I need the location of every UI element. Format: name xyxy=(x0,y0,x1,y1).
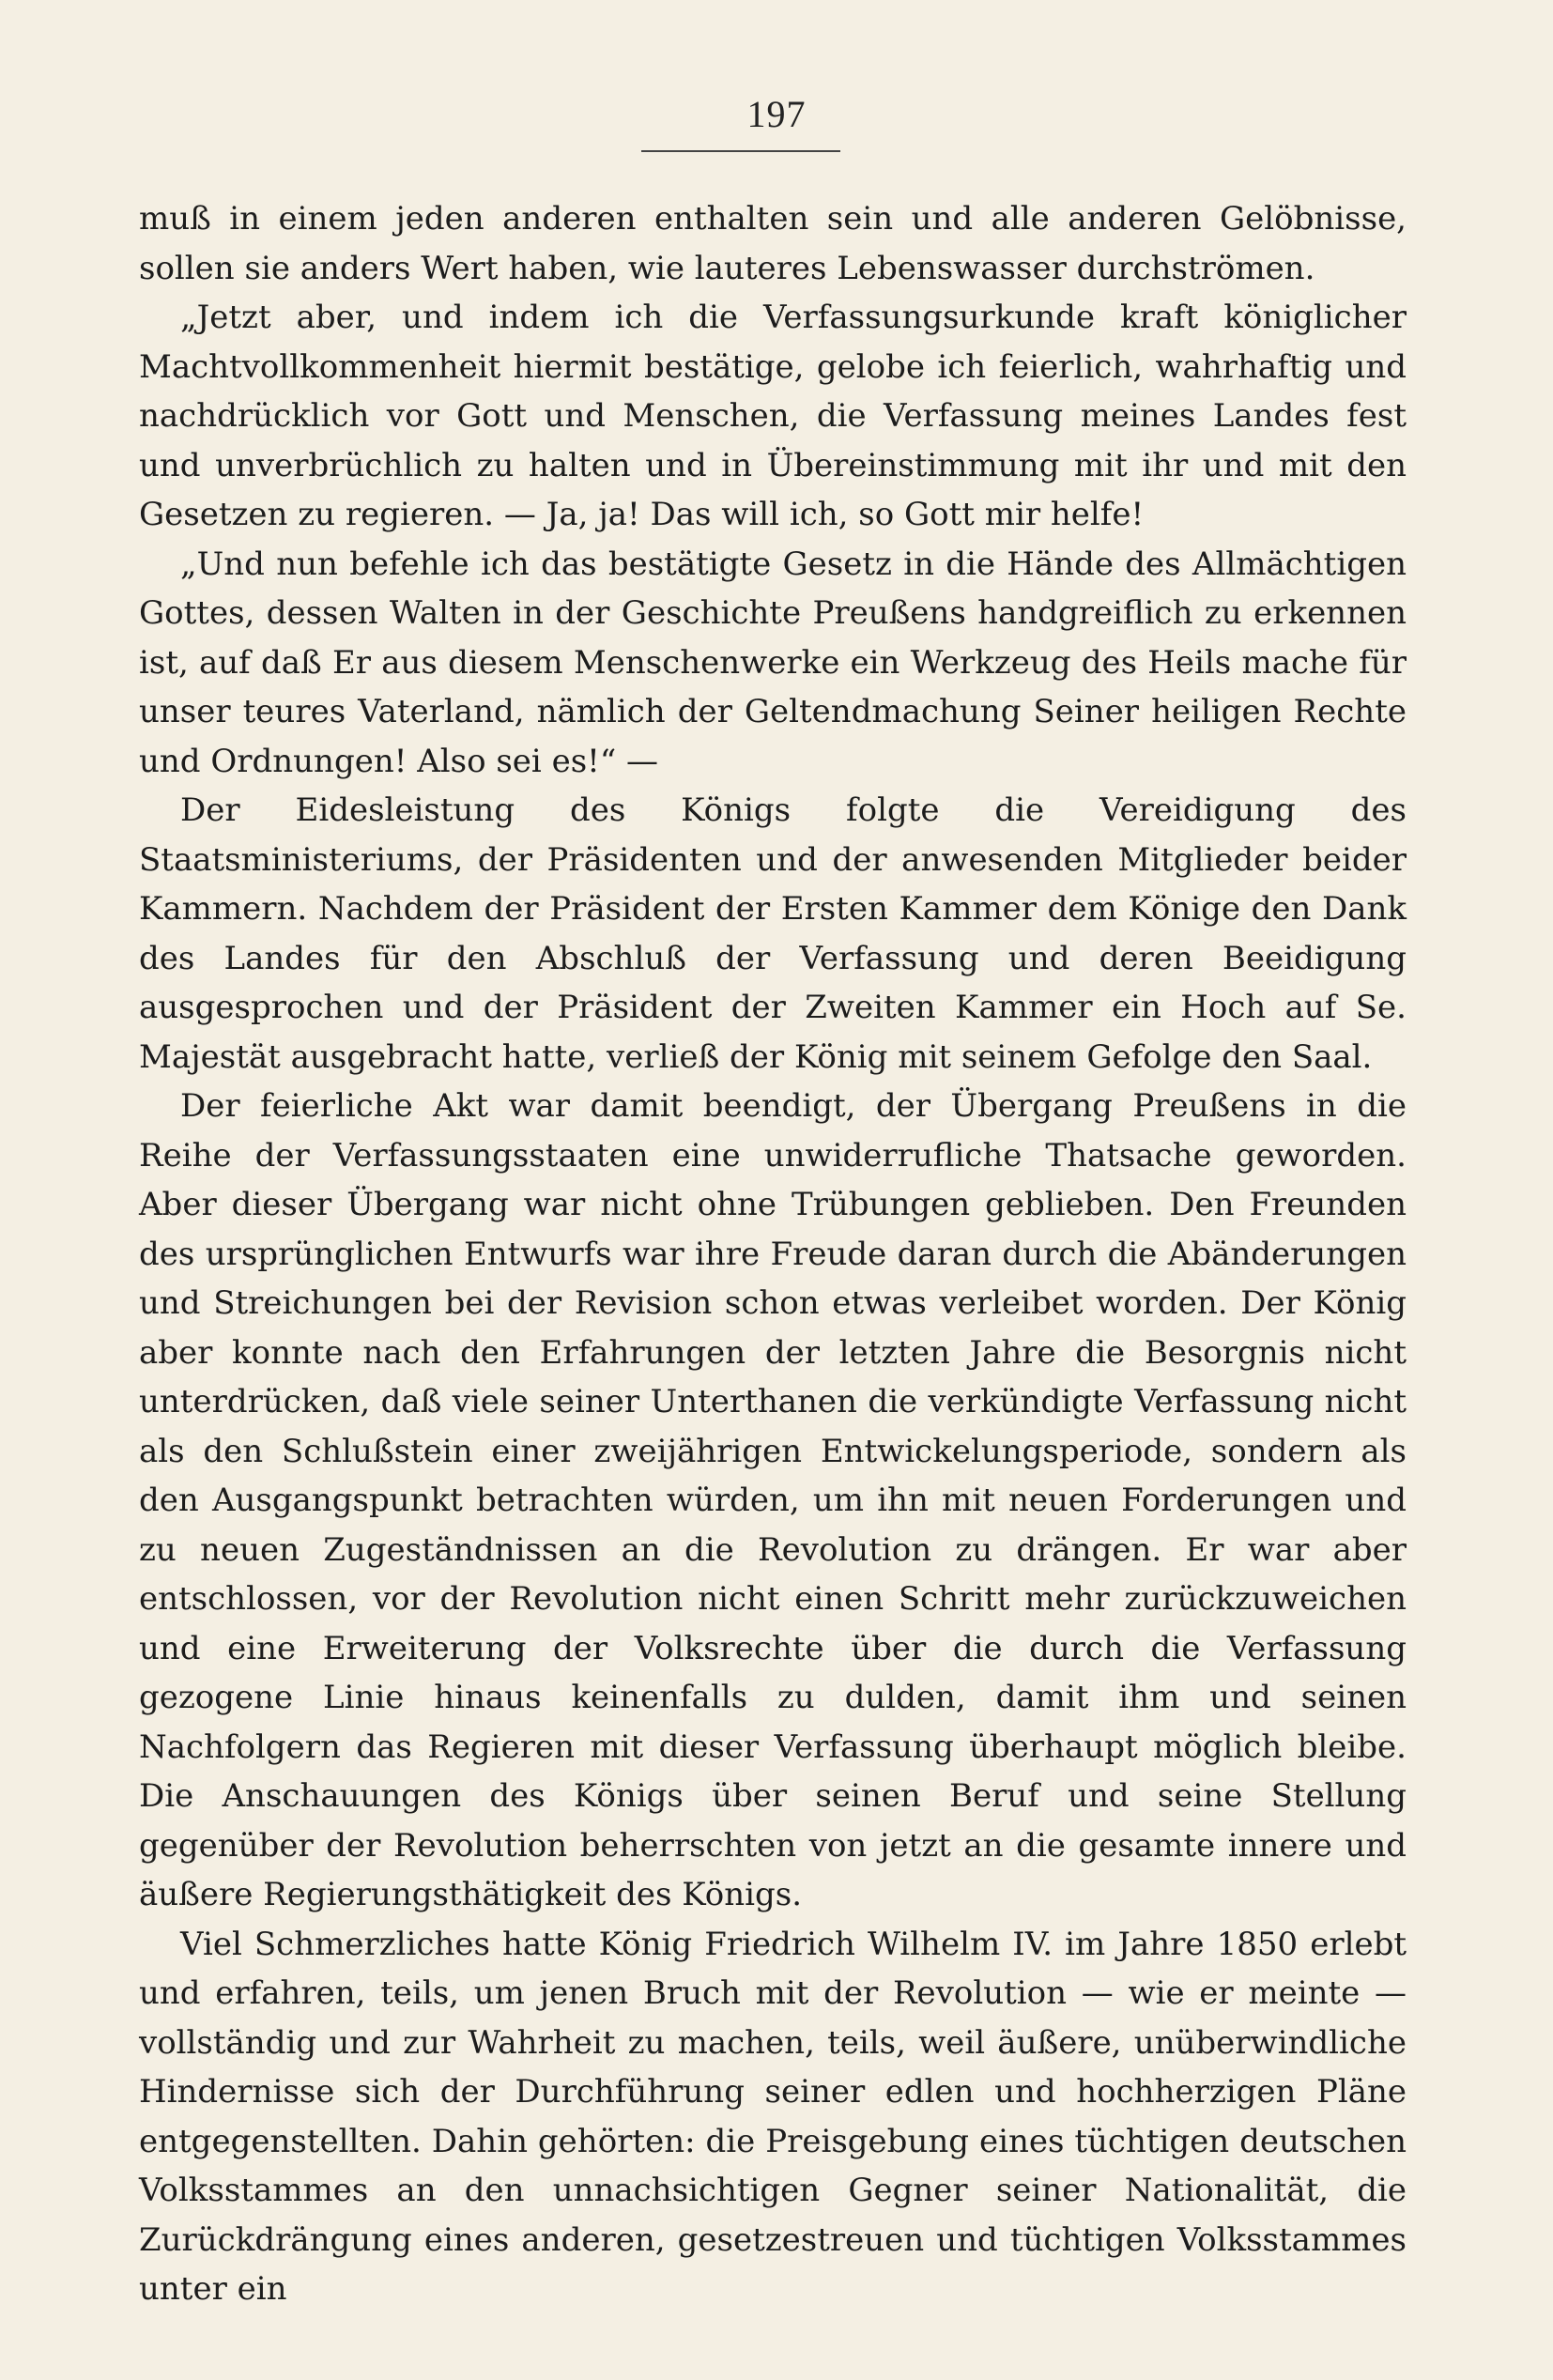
paragraph: muß in einem jeden anderen enthalten sein und alle anderen Gelöbnisse, sollen sie anders Wert haben, wie lauteres Lebenswasser durchströmen. xyxy=(139,200,1407,287)
paragraph: Der Eidesleistung des Königs folgte die Vereidigung des Staatsministeriums, der Präsidenten und der anwesenden Mitglieder beider Kammern. Nachdem der Präsident der Ersten Kammer dem Könige den Dank des Landes für den Abschluß der Verfassung und deren Beeidigung ausgesprochen und der Präsident der Zweiten Kammer ein Hoch auf Se. Majestät ausgebracht hatte, verließ der König mit seinem Gefolge den Saal. xyxy=(139,791,1407,1076)
body-text xyxy=(139,194,1407,2314)
paragraph: „Jetzt aber, und indem ich die Verfassungsurkunde kraft königlicher Machtvollkommenheit hiermit bestätige, gelobe ich feierlich, wahrhaftig und nachdrücklich vor Gott und Menschen, die Verfassung meines Landes fest und unverbrüchlich zu halten und in Übereinstimmung mit ihr und mit den Gesetzen zu regieren. — Ja, ja! Das will ich, so Gott mir helfe! xyxy=(139,299,1407,533)
header-rule xyxy=(641,150,840,152)
paragraph: Viel Schmerzliches hatte König Friedrich Wilhelm IV. im Jahre 1850 erlebt und erfahren, teils, um jenen Bruch mit der Revolution — wie er meinte — vollständig und zur Wahrheit zu machen, teils, weil äußere, unüberwindliche Hindernisse sich der Durchführung seiner edlen und hochherzigen Pläne entgegenstellten. Dahin gehörten: die Preisgebung eines tüchtigen deutschen Volksstammes an den unnachsichtigen Gegner seiner Nationalität, die Zurückdrängung eines anderen, gesetzestreuen und tüchtigen Volksstammes unter ein xyxy=(139,1925,1407,2308)
paragraph: „Und nun befehle ich das bestätigte Gesetz in die Hände des Allmächtigen Gottes, dessen Walten in der Geschichte Preußens handgreiflich zu erkennen ist, auf daß Er aus diesem Menschenwerke ein Werkzeug des Heils mache für unser teures Vaterland, nämlich der Geltendmachung Seiner heiligen Rechte und Ordnungen! Also sei es!“ — xyxy=(139,545,1407,780)
paragraph: Der feierliche Akt war damit beendigt, der Übergang Preußens in die Reihe der Verfassungsstaaten eine unwiderrufliche Thatsache geworden. Aber dieser Übergang war nicht ohne Trübungen geblieben. Den Freunden des ursprünglichen Entwurfs war ihre Freude daran durch die Abänderungen und Streichungen bei der Revision schon etwas verleibet worden. Der König aber konnte nach den Erfahrungen der letzten Jahre die Besorgnis nicht unterdrücken, daß viele seiner Unterthanen die verkündigte Verfassung nicht als den Schlußstein einer zweijährigen Entwickelungsperiode, sondern als den Ausgangspunkt betrachten würden, um ihn mit neuen Forderungen und zu neuen Zugeständnissen an die Revolution zu drängen. Er war aber entschlossen, vor der Revolution nicht einen Schritt mehr zurückzuweichen und eine Erweiterung der Volksrechte über die durch die Verfassung gezogene Linie hinaus keinenfalls zu dulden, damit ihm und seinen Nachfolgern das Regieren mit dieser Verfassung überhaupt möglich bleibe. Die Anschauungen des Königs über seinen Beruf und seine Stellung gegenüber der Revolution beherrschten von jetzt an die gesamte innere und äußere Regierungsthätigkeit des Königs. xyxy=(139,1087,1407,1913)
page-number: 197 xyxy=(746,93,807,135)
